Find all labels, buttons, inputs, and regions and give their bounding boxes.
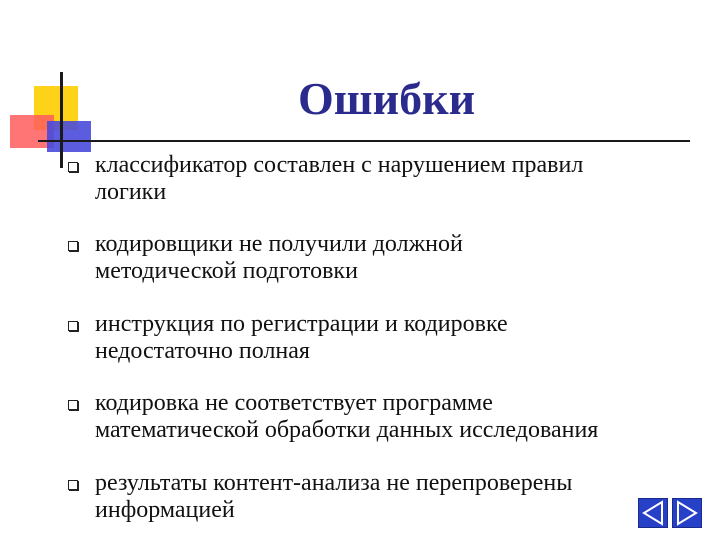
bullet-checkbox-icon	[68, 162, 78, 172]
bullet-text-line: математической обработки данных исследования	[95, 417, 599, 443]
bullet-checkbox-icon	[68, 321, 78, 331]
title-divider	[38, 140, 690, 142]
bullet-text-line: классификатор составлен с нарушением правил	[95, 152, 584, 178]
bullet-text-line: недостаточно полная	[95, 338, 310, 364]
next-slide-button[interactable]	[672, 498, 702, 528]
bullet-text-line: инструкция по регистрации и кодировке	[95, 311, 508, 337]
prev-slide-button[interactable]	[638, 498, 668, 528]
bullet-checkbox-icon	[68, 480, 78, 490]
bullet-text-line: кодировка не соответствует программе	[95, 390, 493, 416]
bullet-text-line: логики	[95, 179, 167, 205]
bullet-text-line: результаты контент-анализа не перепроверены	[95, 470, 573, 496]
bullet-checkbox-icon	[68, 241, 78, 251]
decor-blue-square	[47, 121, 91, 152]
bullet-text-line: информацией	[95, 497, 235, 523]
slide-title: Ошибки	[298, 73, 476, 124]
triangle-left-icon	[639, 499, 667, 527]
bullet-checkbox-icon	[68, 400, 78, 410]
bullet-text-line: методической подготовки	[95, 258, 358, 284]
decor-vertical-line	[60, 72, 63, 168]
bullet-text-line: кодировщики не получили должной	[95, 231, 463, 257]
triangle-right-icon	[673, 499, 701, 527]
